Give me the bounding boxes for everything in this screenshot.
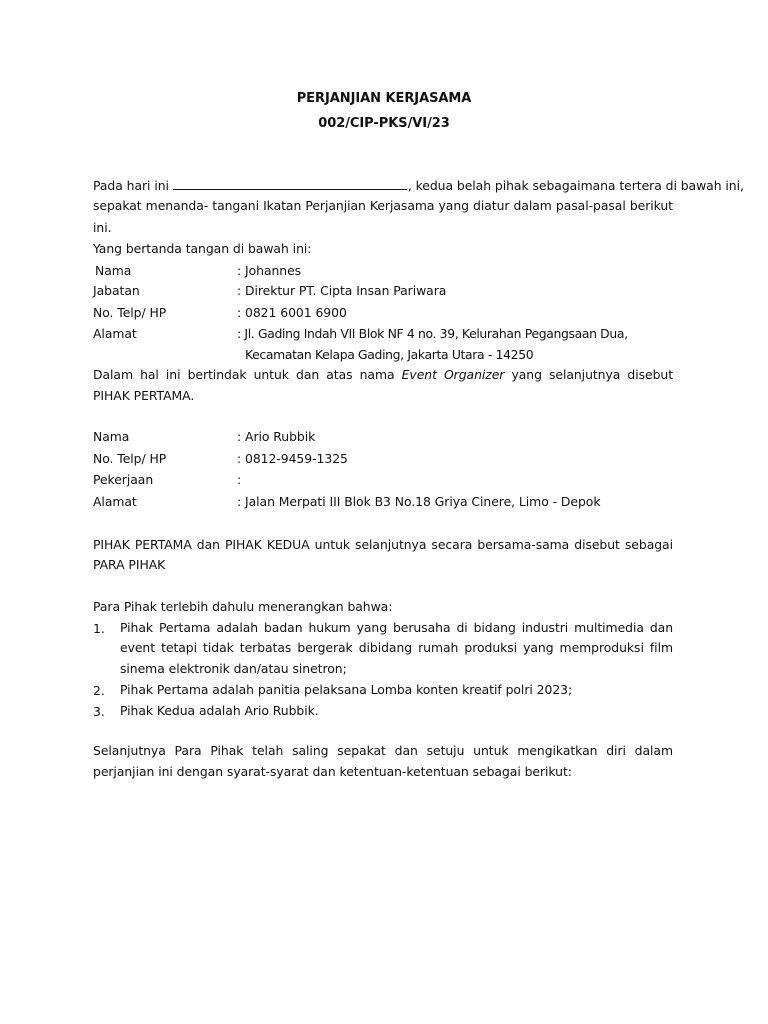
party-one-name-label: Nama [95,263,132,278]
party-two-job-label: Pekerjaan [93,472,154,487]
party-two-job-value: : [237,472,242,487]
recital-3-line-1: Pihak Kedua adalah Ario Rubbik. [120,703,319,718]
closing-line-2: perjanjian ini dengan syarat-syarat dan ketentuan-ketentuan sebagai berikut: [93,764,572,779]
acting-before: Dalam hal ini bertindak untuk dan atas nama [93,367,395,382]
parties-line-1: PIHAK PERTAMA dan PIHAK KEDUA untuk selanjutnya secara bersama-sama disebut sebagai [93,537,673,552]
party-two-phone-value: : 0812-9459-1325 [237,451,348,466]
parties-line-2: PARA PIHAK [93,557,166,572]
recital-2-line-1: Pihak Pertama adalah panitia pelaksana Lomba konten kreatif polri 2023; [120,682,573,697]
closing-line-1: Selanjutnya Para Pihak telah saling sepakat dan setuju untuk mengikatkan diri dalam [93,743,673,758]
document-title: PERJANJIAN KERJASAMA [296,91,472,106]
party-one-position-value: : Direktur PT. Cipta Insan Pariwara [237,283,447,298]
party-one-address-label: Alamat [93,326,137,341]
recitals-intro: Para Pihak terlebih dahulu menerangkan bahwa: [93,599,393,614]
party-two-name-label: Nama [93,429,130,444]
acting-line-2: PIHAK PERTAMA. [93,388,195,403]
date-blank-line [173,177,407,190]
party-one-address-line-1: : Jl. Gading Indah VII Blok NF 4 no. 39, Kelurahan Pegangsaan Dua, [237,326,628,341]
party-one-phone-label: No. Telp/ HP [93,305,167,320]
party-one-phone-value: : 0821 6001 6900 [237,305,347,320]
opening-line-3: ini. [93,220,112,235]
party-one-position-label: Jabatan [93,283,140,298]
opening-prefix: Pada hari ini [93,178,169,193]
party-two-phone-label: No. Telp/ HP [93,451,167,466]
opening-line-1 [93,177,744,195]
recital-3-number: 3. [93,704,105,719]
recital-2-number: 2. [93,683,105,698]
undersigned-line: Yang bertanda tangan di bawah ini: [93,241,312,256]
recital-1-number: 1. [93,621,105,636]
acting-italic: Event Organizer [401,367,505,382]
opening-suffix: , kedua belah pihak sebagaimana tertera di bawah ini, [407,178,744,193]
party-two-address-label: Alamat [93,494,137,509]
recital-1-line-3: sinema elektronik dan/atau sinetron; [120,661,347,676]
recital-1-line-2: event tetapi tidak terbatas bergerak dibidang rumah produksi yang memproduksi film [120,640,673,655]
party-one-address-line-2: Kecamatan Kelapa Gading, Jakarta Utara - 14250 [245,347,534,362]
document-number: 002/CIP-PKS/VI/23 [318,116,450,131]
recital-1-line-1: Pihak Pertama adalah badan hukum yang berusaha di bidang industri multimedia dan [120,620,673,635]
acting-line-1 [93,366,673,384]
party-two-address-value: : Jalan Merpati III Blok B3 No.18 Griya Cinere, Limo - Depok [237,494,601,509]
party-one-name-value: : Johannes [237,263,302,278]
acting-after: yang selanjutnya disebut [511,367,674,382]
party-two-name-value: : Ario Rubbik [237,429,316,444]
opening-line-2: sepakat menanda- tangani Ikatan Perjanjian Kerjasama yang diatur dalam pasal-pasal berikut [93,198,673,213]
